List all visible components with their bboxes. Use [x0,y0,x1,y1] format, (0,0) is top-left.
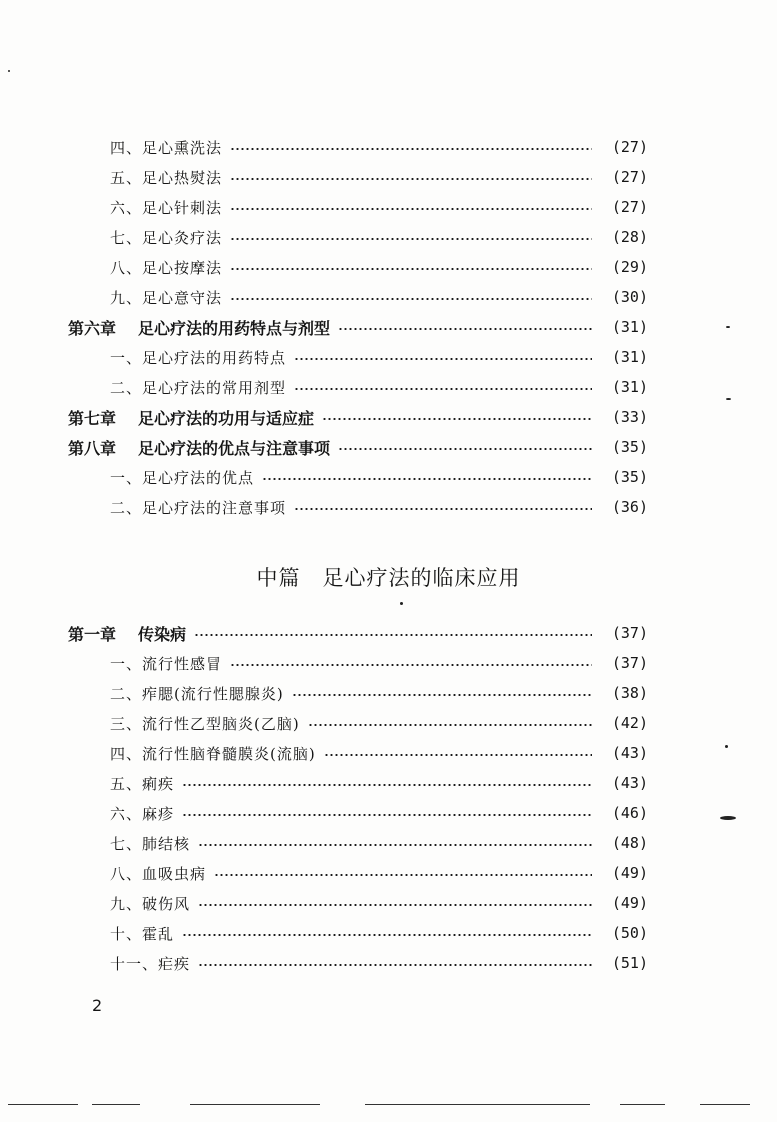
toc-chapter-entry [68,432,648,462]
toc-section-entry [68,888,648,918]
toc-section-entry [68,948,648,978]
toc-entry-title: 五、痢疾 [110,774,175,793]
chapter-title: 足心疗法的用药特点与剂型 [138,318,331,338]
dot-leader [182,934,592,936]
toc-entry-title: 七、肺结核 [110,834,191,853]
toc-section-entry [68,768,648,798]
toc-entry-title: 二、足心疗法的常用剂型 [110,378,287,397]
toc-section-entry [68,798,648,828]
toc-page-ref: (30) [611,288,648,306]
toc-page-ref: (29) [611,258,648,276]
toc-page-ref: (35) [611,438,648,456]
toc-page-ref: (37) [611,654,648,672]
dot-leader [292,694,592,696]
dot-leader [338,328,592,330]
toc-entry-title: 二、足心疗法的注意事项 [110,498,287,517]
toc-entry-title: 九、破伤风 [110,894,191,913]
toc-entry-title: 六、麻疹 [110,804,175,823]
toc-section-entry [68,192,648,222]
toc-section-entry [68,372,648,402]
toc-entry-title: 八、血吸虫病 [110,864,207,883]
toc-section-entry [68,342,648,372]
toc-entry-title: 七、足心灸疗法 [110,228,223,247]
toc-page-ref: (31) [611,378,648,396]
scan-speck [725,745,728,748]
section-heading [0,562,777,592]
dot-leader [338,448,592,450]
chapter-number: 第一章 [68,624,117,644]
toc-entry-title: 二、痄腮(流行性腮腺炎) [110,684,284,703]
dot-leader [214,874,592,876]
toc-section-entry [68,918,648,948]
dot-leader [230,208,592,210]
toc-page-ref: (27) [611,168,648,186]
toc-entry-title: 三、流行性乙型脑炎(乙脑) [110,714,300,733]
toc-section-entry [68,492,648,522]
dot-leader [294,388,592,390]
toc-entry-title [68,622,186,645]
toc-section-entry [68,858,648,888]
toc-section-entry [68,648,648,678]
toc-entry-title: 四、流行性脑脊髓膜炎(流脑) [110,744,316,763]
toc-page-ref: (31) [611,348,648,366]
toc-page-ref: (42) [611,714,648,732]
toc-section-entry [68,678,648,708]
toc-page-ref: (38) [611,684,648,702]
dot-leader [230,238,592,240]
toc-page-ref: (46) [611,804,648,822]
toc-entry-title: 五、足心热熨法 [110,168,223,187]
toc-chapter-entry [68,618,648,648]
dot-leader [294,358,592,360]
toc-section-entry [68,738,648,768]
page-number: 2 [92,996,103,1015]
dot-leader [308,724,592,726]
toc-page-ref: (33) [611,408,648,426]
toc-page-ref: (28) [611,228,648,246]
dot-leader [230,268,592,270]
toc-page-ref: (27) [611,138,648,156]
dot-leader [262,478,592,480]
toc-page-ref: (31) [611,318,648,336]
toc-page-ref: (27) [611,198,648,216]
chapter-title: 传染病 [138,624,187,644]
scan-bottom-edge [0,1104,777,1106]
scan-speck [8,70,10,72]
section-name: 中篇 [256,566,301,590]
toc-entry-title: 一、足心疗法的优点 [110,468,255,487]
toc-entry-title: 四、足心熏洗法 [110,138,223,157]
dot-leader [294,508,592,510]
toc-page-ref: (51) [611,954,648,972]
toc-entry-title: 八、足心按摩法 [110,258,223,277]
toc-entry-title: 一、足心疗法的用药特点 [110,348,287,367]
toc-section-entry [68,282,648,312]
toc-entry-title [68,406,314,429]
dot-leader [230,178,592,180]
dot-leader [198,844,592,846]
toc-section-entry [68,462,648,492]
chapter-title: 足心疗法的功用与适应症 [138,408,315,428]
toc-section-entry [68,222,648,252]
dot-leader [194,634,592,636]
toc-section-entry [68,132,648,162]
scan-speck [726,398,731,400]
toc-entry-title: 十一、疟疾 [110,954,191,973]
dot-leader [182,784,592,786]
dot-leader [324,754,592,756]
scan-speck [720,816,736,820]
toc-chapter-entry [68,312,648,342]
dot-leader [230,298,592,300]
section-title-text: 足心疗法的临床应用 [322,566,521,590]
toc-page-ref: (49) [611,864,648,882]
toc-page-ref: (36) [611,498,648,516]
dot-leader [182,814,592,816]
toc-entry-title: 一、流行性感冒 [110,654,223,673]
toc-entry-title [68,436,330,459]
chapter-title: 足心疗法的优点与注意事项 [138,438,331,458]
toc-entry-title [68,316,330,339]
toc-page-ref: (50) [611,924,648,942]
chapter-number: 第八章 [68,438,117,458]
toc-entry-title: 十、霍乱 [110,924,175,943]
scan-speck [726,326,730,328]
toc-page-ref: (43) [611,744,648,762]
toc-section-entry [68,162,648,192]
toc-chapter-entry [68,402,648,432]
toc-page-ref: (49) [611,894,648,912]
dot-leader [198,904,592,906]
toc-page-ref: (37) [611,624,648,642]
dot-leader [230,148,592,150]
toc-section-entry [68,708,648,738]
chapter-number: 第六章 [68,318,117,338]
toc-section-entry [68,252,648,282]
dot-leader [322,418,592,420]
chapter-number: 第七章 [68,408,117,428]
toc-page-ref: (43) [611,774,648,792]
toc-section-entry [68,828,648,858]
toc-lower-list [68,618,648,978]
toc-page-ref: (35) [611,468,648,486]
dot-leader [198,964,592,966]
toc-upper-list [68,132,648,522]
toc-entry-title: 九、足心意守法 [110,288,223,307]
scan-speck [400,602,403,605]
toc-entry-title: 六、足心针刺法 [110,198,223,217]
toc-page-ref: (48) [611,834,648,852]
dot-leader [230,664,592,666]
